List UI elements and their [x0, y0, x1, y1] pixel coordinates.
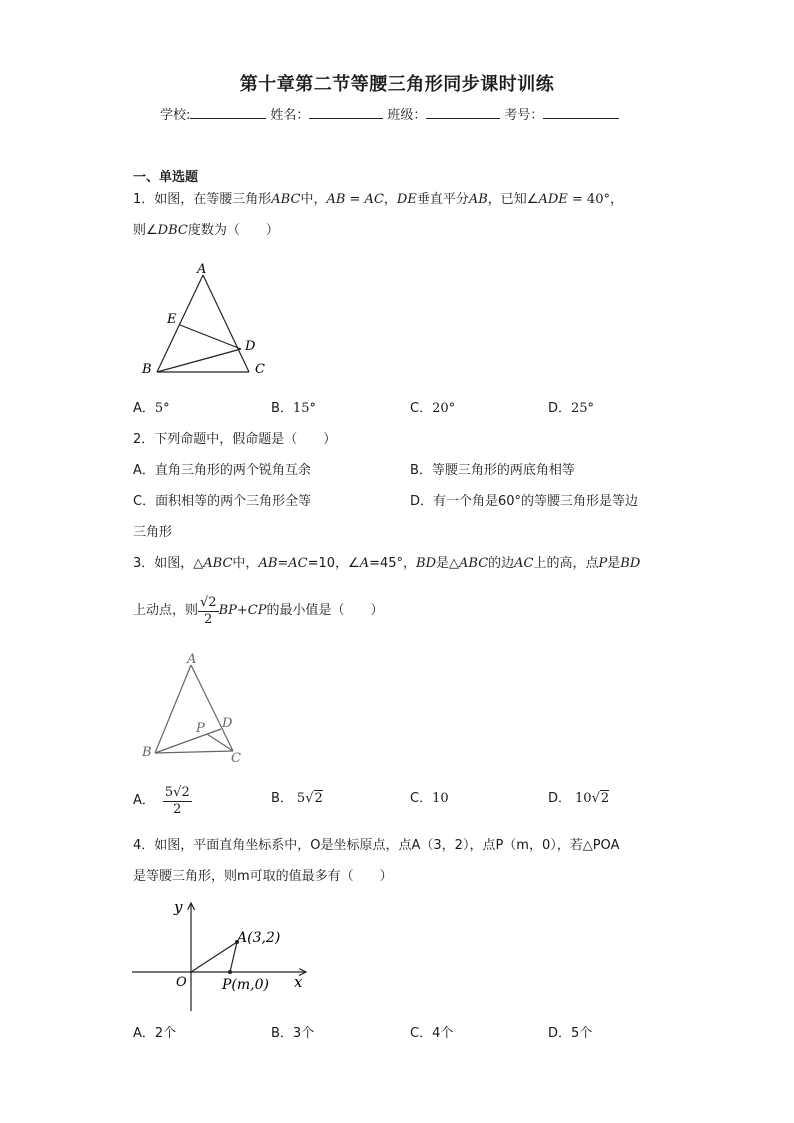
label-y: y	[174, 898, 183, 916]
q1-eq: AB = AC	[326, 192, 384, 207]
label-d: D	[222, 716, 233, 731]
q1-text: ，已知∠	[487, 192, 539, 207]
name-blank[interactable]	[309, 105, 383, 119]
q3-option-d[interactable]: D． 10√2	[548, 791, 610, 806]
label-c: C	[231, 751, 241, 766]
q1-figure	[135, 258, 285, 383]
q1-text: 垂直平分	[416, 192, 469, 207]
q3-option-b[interactable]: B． 5√2	[271, 791, 323, 806]
class-blank[interactable]	[426, 105, 500, 119]
q1-number: 1．	[133, 192, 155, 207]
q1-text: 度数为（ ）	[187, 223, 279, 238]
segment-bd	[155, 729, 221, 753]
q1-option-b[interactable]: B．15°	[271, 401, 316, 416]
q4-option-d[interactable]: D．5个	[548, 1026, 593, 1041]
q4-line2: 是等腰三角形，则m可取的值最多有（ ）	[133, 869, 393, 884]
exam-blank[interactable]	[543, 105, 619, 119]
label-a: A	[197, 262, 207, 277]
segment-bd	[157, 349, 241, 372]
q2-option-d[interactable]: D．有一个角是60°的等腰三角形是等边	[410, 494, 639, 509]
q1-line1	[133, 190, 623, 210]
q1-ab: AB	[468, 192, 488, 207]
school-label: 学校:	[160, 108, 191, 123]
q4-line1: 4．如图，平面直角坐标系中，O是坐标原点，点A（3，2），点P（m，0），若△POA	[133, 838, 620, 853]
side-bc	[155, 751, 233, 753]
page-title: 第十章第二节等腰三角形同步课时训练	[239, 74, 555, 95]
q1-line2	[133, 221, 279, 241]
student-info-line	[160, 104, 623, 123]
q3-figure	[135, 645, 255, 770]
q1-option-a[interactable]: A．5°	[133, 401, 170, 416]
class-label: 班级：	[387, 108, 427, 123]
q3-fraction: $\frac{√2}{2}$	[200, 594, 217, 627]
label-a: A	[187, 652, 197, 667]
q2-stem: 2．下列命题中，假命题是（ ）	[133, 432, 337, 447]
label-p: P	[196, 721, 205, 736]
segment-oa	[191, 942, 237, 972]
label-x: x	[294, 973, 303, 991]
q3-line1: 3．如图，△ABC中，AB=AC=10，∠A=45°，BD是△ABC的边AC上的高，点P是BD	[133, 556, 641, 571]
q1-text: 中，	[300, 192, 327, 207]
q1-text: 则∠	[133, 223, 158, 238]
q1-dbc: DBC	[157, 223, 188, 238]
q4-option-a[interactable]: A．2个	[133, 1026, 177, 1041]
side-ab	[157, 275, 203, 372]
label-p: P(m,0)	[222, 977, 269, 993]
q1-option-c[interactable]: C．20°	[410, 401, 456, 416]
q1-text: 如图，在等腰三角形	[154, 192, 272, 207]
q3-option-a[interactable]: A． $\frac{5√2}{2}$	[133, 784, 190, 817]
section-heading: 一、单选题	[133, 170, 199, 185]
label-b: B	[142, 745, 152, 760]
q3-option-c[interactable]: C．10	[410, 791, 449, 806]
label-o: O	[176, 975, 187, 990]
q4-option-c[interactable]: C．4个	[410, 1026, 454, 1041]
q1-ade: ADE	[538, 192, 568, 207]
q3-line2: 上动点，则 $\frac{√2}{2}$ BP+CP的最小值是（ ）	[133, 594, 384, 627]
school-blank[interactable]	[190, 105, 266, 119]
q1-option-d[interactable]: D．25°	[548, 401, 595, 416]
q2-option-b[interactable]: B．等腰三角形的两底角相等	[410, 463, 575, 478]
label-e: E	[167, 312, 177, 327]
q2-option-d-wrap: 三角形	[133, 525, 173, 540]
q1-de: DE	[396, 192, 417, 207]
q1-value: = 40°	[567, 192, 610, 207]
q1-text: ，	[609, 192, 623, 207]
label-a: A(3,2)	[237, 930, 281, 946]
q1-abc: ABC	[271, 192, 301, 207]
name-label: 姓名：	[270, 108, 310, 123]
q4-figure	[128, 893, 328, 1018]
label-c: C	[255, 362, 265, 377]
exam-label: 考号：	[504, 108, 544, 123]
point-p	[228, 970, 232, 974]
label-d: D	[245, 339, 256, 354]
side-ab	[155, 665, 191, 753]
label-b: B	[142, 362, 152, 377]
q2-option-a[interactable]: A．直角三角形的两个锐角互余	[133, 463, 311, 478]
q1-text: ，	[383, 192, 397, 207]
q4-option-b[interactable]: B．3个	[271, 1026, 315, 1041]
q2-option-c[interactable]: C．面积相等的两个三角形全等	[133, 494, 312, 509]
